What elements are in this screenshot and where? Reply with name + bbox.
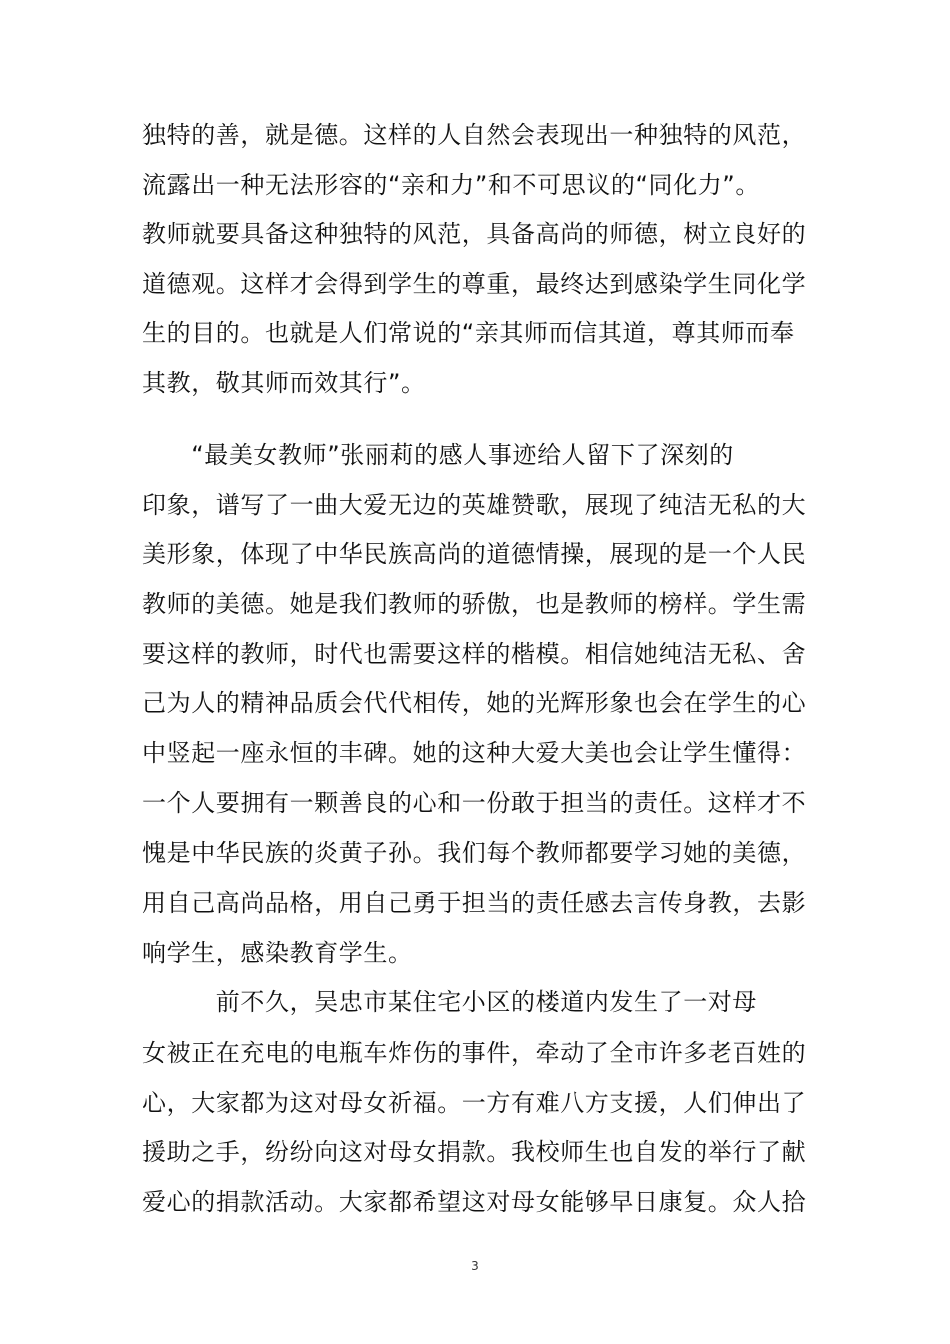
- text-line: 流露出一种无法形容的“亲和力”和不可思议的“同化力”。: [142, 171, 760, 199]
- page-number: 3: [471, 1259, 479, 1273]
- text-line: 援助之手，纷纷向这对母女捐款。我校师生也自发的举行了献: [142, 1138, 807, 1166]
- text-line: 用自己高尚品格，用自己勇于担当的责任感去言传身教，去影: [142, 889, 807, 917]
- text-line: 己为人的精神品质会代代相传，她的光辉形象也会在学生的心: [142, 689, 807, 717]
- text-line: 其教，敬其师而效其行”。: [142, 369, 426, 397]
- text-line: 愧是中华民族的炎黄子孙。我们每个教师都要学习她的美德，: [142, 839, 807, 867]
- text-line: “最美女教师”张丽莉的感人事迹给人留下了深刻的: [142, 441, 734, 469]
- text-line: 女被正在充电的电瓶车炸伤的事件，牵动了全市许多老百姓的: [142, 1039, 807, 1067]
- text-line: 一个人要拥有一颗善良的心和一份敢于担当的责任。这样才不: [142, 789, 807, 817]
- text-line: 中竖起一座永恒的丰碑。她的这种大爱大美也会让学生懂得：: [142, 739, 807, 767]
- text-line: 要这样的教师，时代也需要这样的楷模。相信她纯洁无私、舍: [142, 640, 807, 668]
- text-line: 独特的善，就是德。这样的人自然会表现出一种独特的风范，: [142, 121, 807, 149]
- text-line: 心，大家都为这对母女祈福。一方有难八方支援，人们伸出了: [142, 1089, 807, 1117]
- text-line: 印象，谱写了一曲大爱无边的英雄赞歌，展现了纯洁无私的大: [142, 491, 807, 519]
- text-line: 响学生，感染教育学生。: [142, 939, 413, 967]
- text-line: 前不久，吴忠市某住宅小区的楼道内发生了一对母: [142, 988, 757, 1016]
- text-line: 生的目的。也就是人们常说的“亲其师而信其道，尊其师而奉: [142, 319, 795, 347]
- text-line: 爱心的捐款活动。大家都希望这对母女能够早日康复。众人拾: [142, 1188, 807, 1216]
- text-line: 教师就要具备这种独特的风范，具备高尚的师德，树立良好的: [142, 220, 807, 248]
- text-line: 教师的美德。她是我们教师的骄傲，也是教师的榜样。学生需: [142, 590, 807, 618]
- text-line: 道德观。这样才会得到学生的尊重，最终达到感染学生同化学: [142, 270, 807, 298]
- text-line: 美形象，体现了中华民族高尚的道德情操，展现的是一个人民: [142, 540, 807, 568]
